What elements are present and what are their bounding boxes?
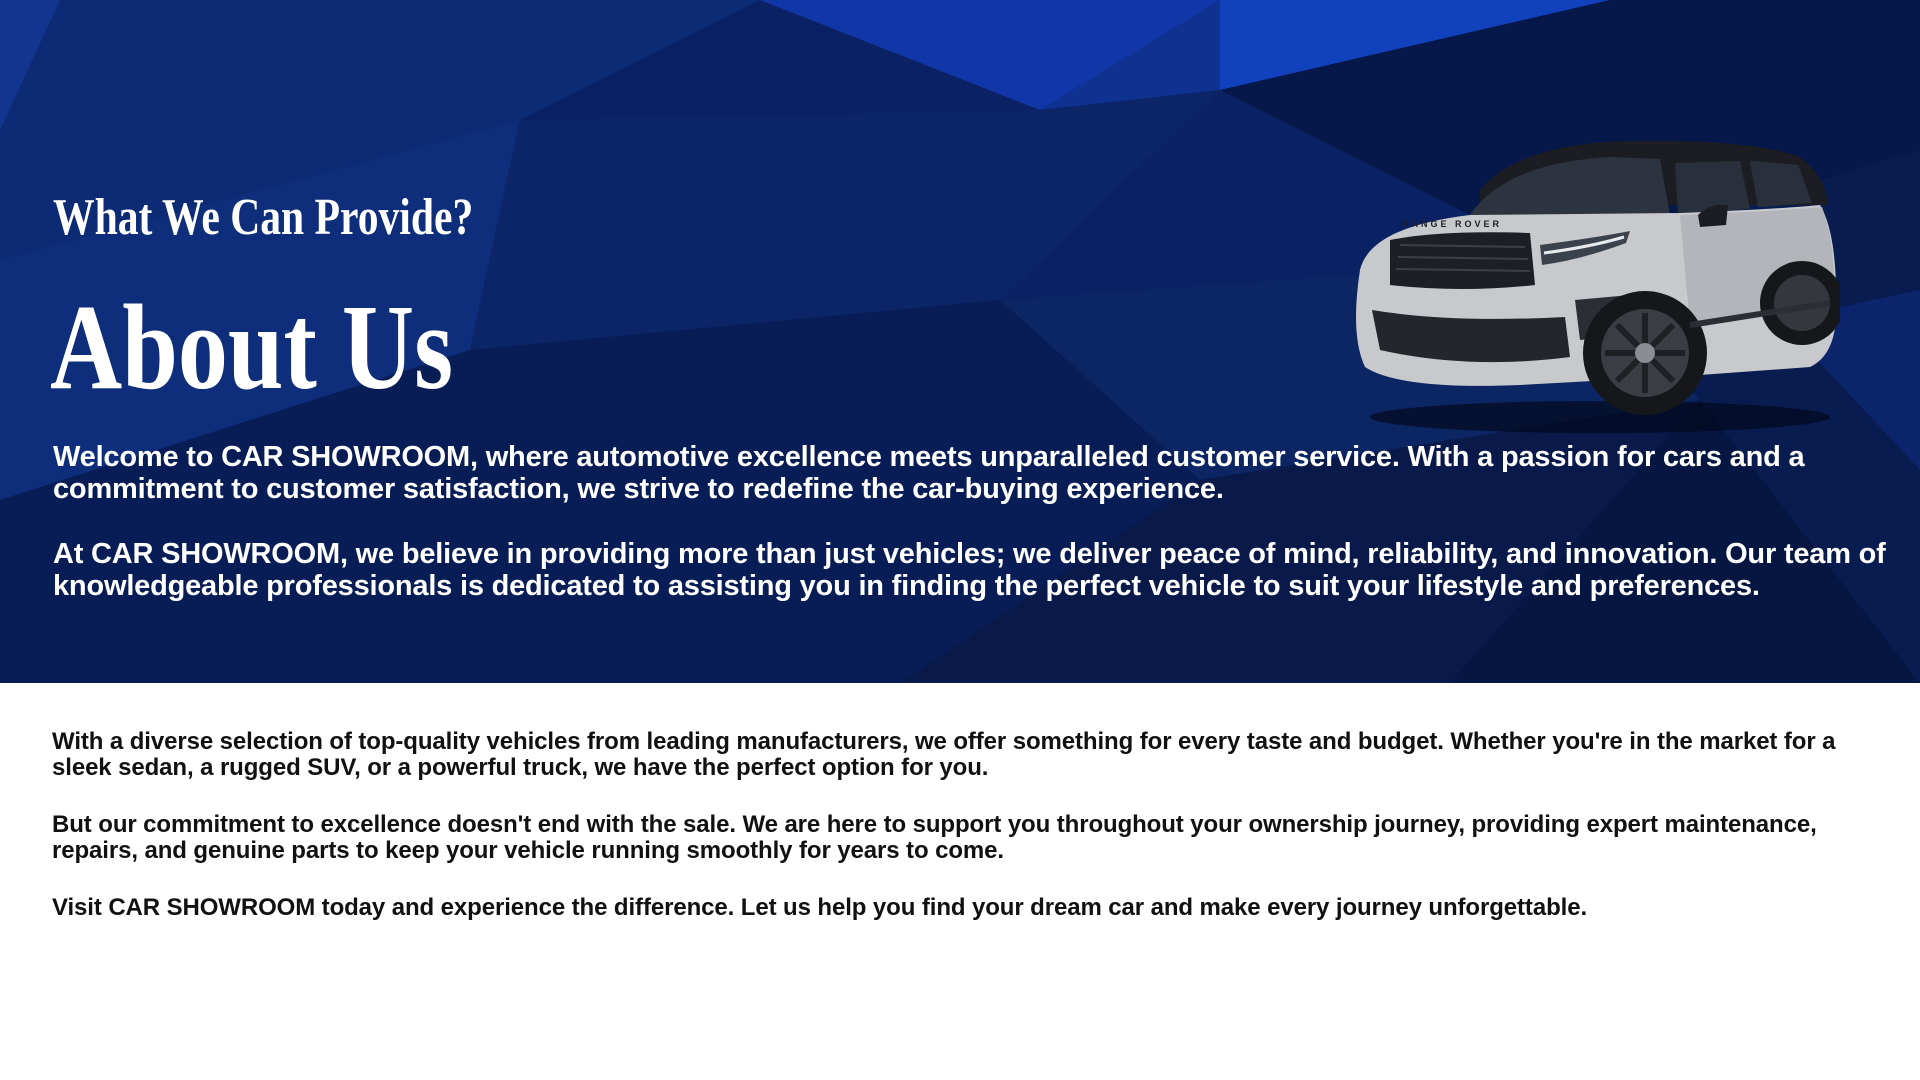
suv-image [1330,135,1840,440]
car-badge-text: RANGE ROVER [1402,219,1503,229]
page-title: About Us [50,280,454,415]
intro-paragraph-1: Welcome to CAR SHOWROOM, where automotive excellence meets unparalleled customer service. With a passion for cars and a commitment to customer satisfaction, we strive to redefine the car-buying experience. [53,441,1805,505]
section-eyebrow: What We Can Provide? [53,189,474,246]
details-paragraph-3: Visit CAR SHOWROOM today and experience the difference. Let us help you find your dream car and make every journey unforgettable. [52,894,1588,921]
details-paragraph-1: With a diverse selection of top-quality vehicles from leading manufacturers, we offer something for every taste and budget. Whether you're in the market for a sleek sedan, a rugged SUV, or a powerful truck, we have the perfect option for you. [52,728,1836,781]
intro-paragraph-2: At CAR SHOWROOM, we believe in providing more than just vehicles; we deliver peace of mind, reliability, and innovation. Our team of knowledgeable professionals is dedicated to assisting you in finding the perfect vehicle to suit your lifestyle and preferences. [53,538,1886,602]
details-paragraph-2: But our commitment to excellence doesn't end with the sale. We are here to support you throughout your ownership journey, providing expert maintenance, repairs, and genuine parts to keep your vehicle running smoothly for years to come. [52,811,1817,864]
hero-intro [53,441,1893,635]
about-details [52,729,1892,952]
